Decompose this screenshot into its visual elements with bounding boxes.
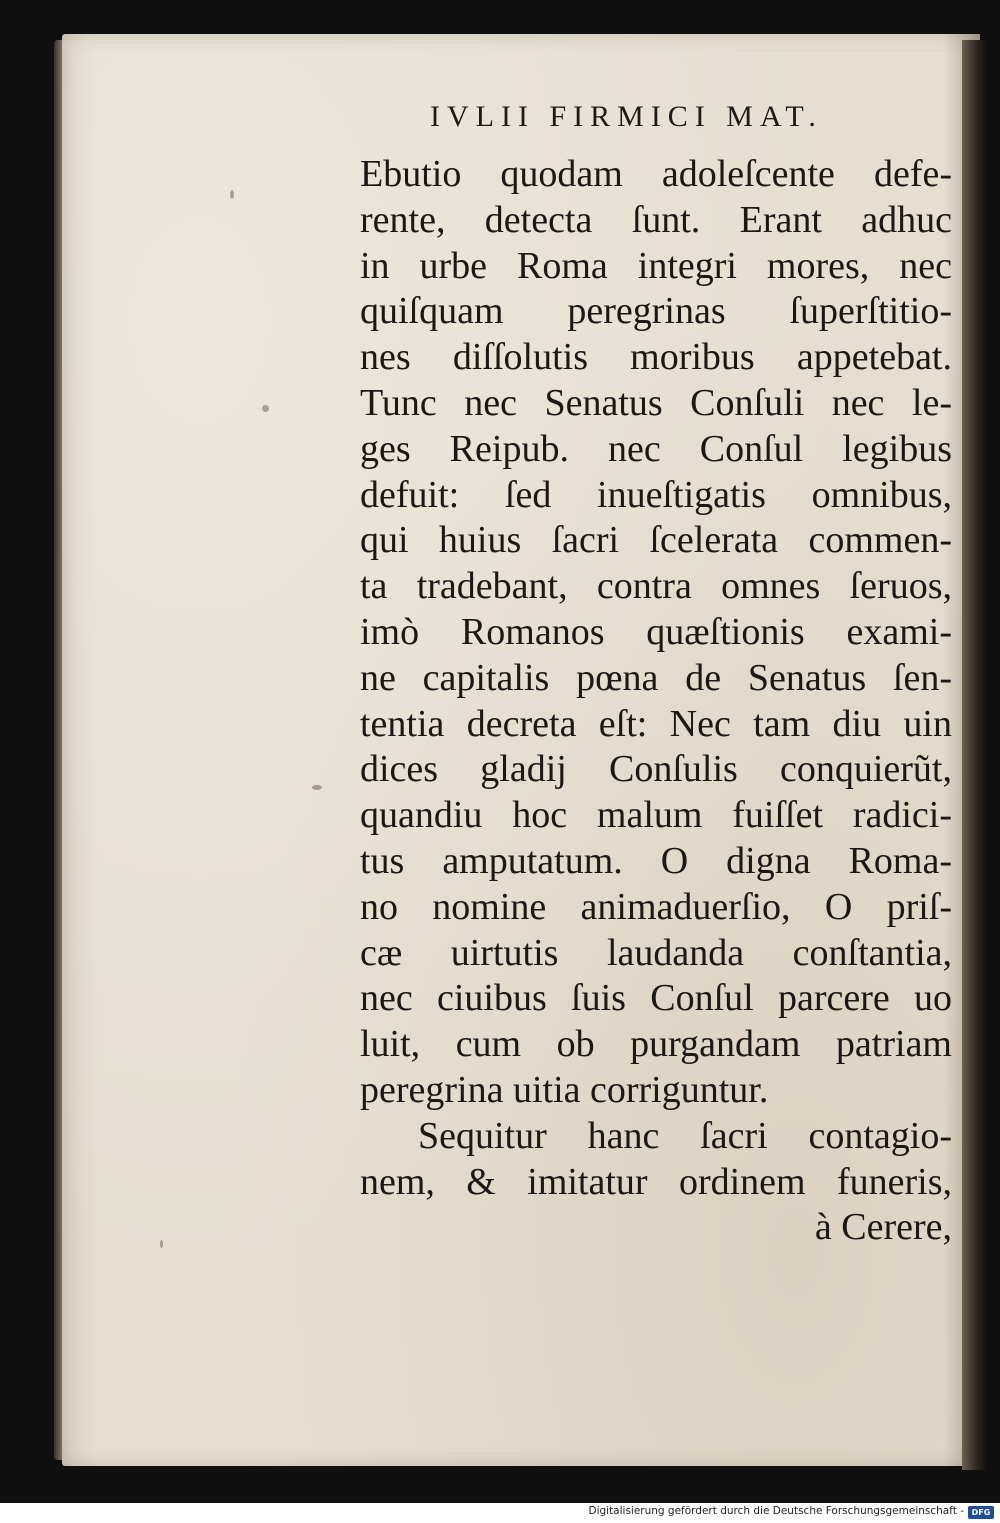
text-line: tus amputatum. O digna Roma- — [360, 839, 952, 882]
dfg-logo: DFG — [968, 1506, 994, 1519]
text-line: ta tradebant, contra omnes ſeruos, — [360, 565, 952, 608]
text-line: in urbe Roma integri mores, nec — [360, 244, 952, 287]
text-line: nec ciuibus ſuis Conſul parcere uo — [360, 977, 952, 1020]
page-right-shadow — [962, 40, 988, 1470]
paper-speck — [230, 190, 234, 199]
text-line: luit, cum ob purgandam patriam — [360, 1023, 952, 1066]
text-line: nem, & imitatur ordinem funeris, — [360, 1160, 952, 1203]
digitization-credit: Digitalisierung gefördert durch die Deutsche Forschungsgemeinschaft - — [588, 1505, 964, 1517]
paper-speck — [160, 1240, 163, 1248]
text-line: rente, detecta ſunt. Erant adhuc — [360, 198, 952, 241]
paper-speck — [262, 405, 269, 412]
text-line: quiſquam peregrinas ſuperſtitio- — [360, 290, 952, 333]
text-line: ne capitalis pœna de Senatus ſen- — [360, 656, 952, 699]
text-line: tentia decreta eſt: Nec tam diu uin — [360, 702, 952, 745]
text-line: ges Reipub. nec Conſul legibus — [360, 427, 952, 470]
text-line: Ebutio quodam adoleſcente defe- — [360, 153, 952, 195]
text-line: quandiu hoc malum fuiſſet radici- — [360, 794, 952, 837]
text-line: imò Romanos quæſtionis exami- — [360, 610, 952, 653]
text-line: cæ uirtutis laudanda conſtantia, — [360, 931, 952, 974]
paragraph-start-line: Sequitur hanc ſacri contagio- — [418, 1114, 952, 1157]
text-line: defuit: ſed inueſtigatis omnibus, — [360, 473, 952, 516]
catchword: à Cerere, — [814, 1206, 952, 1249]
main-text — [360, 152, 952, 1251]
text-line: no nomine animaduerſio, O priſ- — [360, 885, 952, 928]
running-head: IVLII FIRMICI MAT. — [430, 100, 823, 133]
text-line: qui huius ſacri ſcelerata commen- — [360, 519, 952, 562]
text-line: nes diſſolutis moribus appetebat. — [360, 336, 952, 379]
text-line: dices gladij Conſulis conquierũt, — [360, 748, 952, 791]
text-line: Tunc nec Senatus Conſuli nec le- — [360, 381, 952, 424]
paper-speck — [312, 785, 322, 790]
text-line: peregrina uitia corriguntur. — [360, 1068, 769, 1111]
